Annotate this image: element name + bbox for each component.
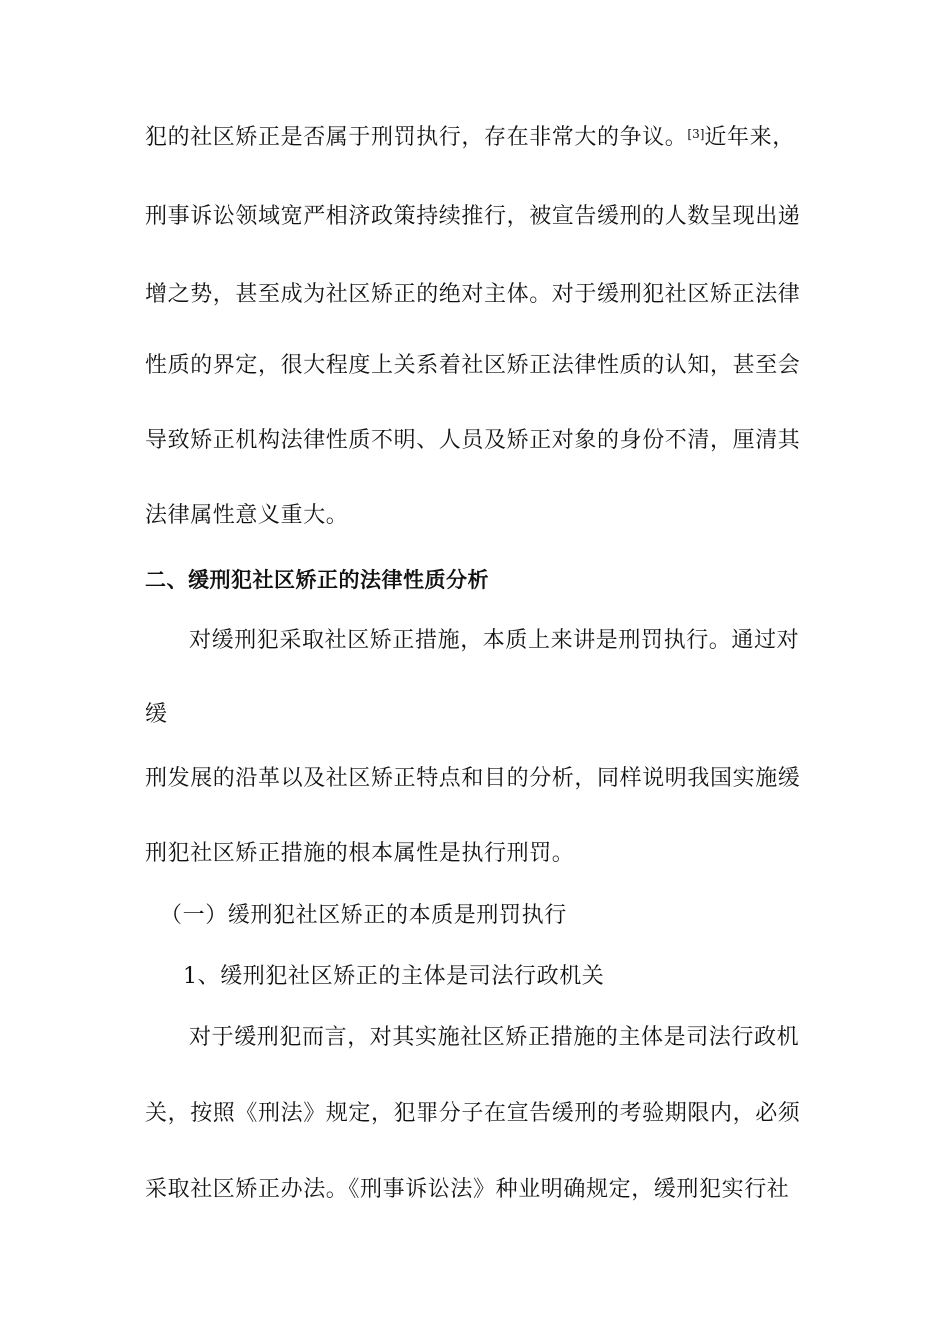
subheading-1: （一）缓刑犯社区矫正的本质是刑罚执行: [160, 903, 567, 928]
paragraph1-line5: 导致矫正机构法律性质不明、人员及矫正对象的身份不清，厘清其: [145, 428, 801, 453]
paragraph1-line1: [145, 124, 795, 152]
paragraph3-line1: 对于缓刑犯而言，对其实施社区矫正措施的主体是司法行政机: [189, 1025, 800, 1050]
subheading-2: 1、缓刑犯社区矫正的主体是司法行政机关: [183, 964, 605, 989]
paragraph2-line2: 缓: [145, 702, 168, 727]
citation-marker: [3]: [687, 127, 705, 141]
paragraph1-line1-text-end: 近年来，: [704, 125, 795, 150]
paragraph1-line3: 增之势，甚至成为社区矫正的绝对主体。对于缓刑犯社区矫正法律: [145, 282, 801, 307]
paragraph2-line3: 刑发展的沿革以及社区矫正特点和目的分析，同样说明我国实施缓: [145, 766, 801, 791]
paragraph1-line2: 刑事诉讼领域宽严相济政策持续推行，被宣告缓刑的人数呈现出递: [145, 204, 801, 229]
paragraph2-line4: 刑犯社区矫正措施的根本属性是执行刑罚。: [145, 841, 575, 866]
paragraph3-line2: 关，按照《刑法》规定，犯罪分子在宣告缓刑的考验期限内，必须: [145, 1101, 801, 1126]
section-heading: 二、缓刑犯社区矫正的法律性质分析: [145, 568, 489, 592]
paragraph1-line1-text: 犯的社区矫正是否属于刑罚执行，存在非常大的争议。: [145, 125, 688, 150]
paragraph1-line6: 法律属性意义重大。: [145, 503, 349, 528]
paragraph2-line1: 对缓刑犯采取社区矫正措施，本质上来讲是刑罚执行。通过对: [189, 628, 800, 653]
paragraph1-line4: 性质的界定，很大程度上关系着社区矫正法律性质的认知，甚至会: [145, 353, 801, 378]
paragraph3-line3: 采取社区矫正办法。《刑事诉讼法》种业明确规定，缓刑犯实行社: [145, 1177, 790, 1202]
